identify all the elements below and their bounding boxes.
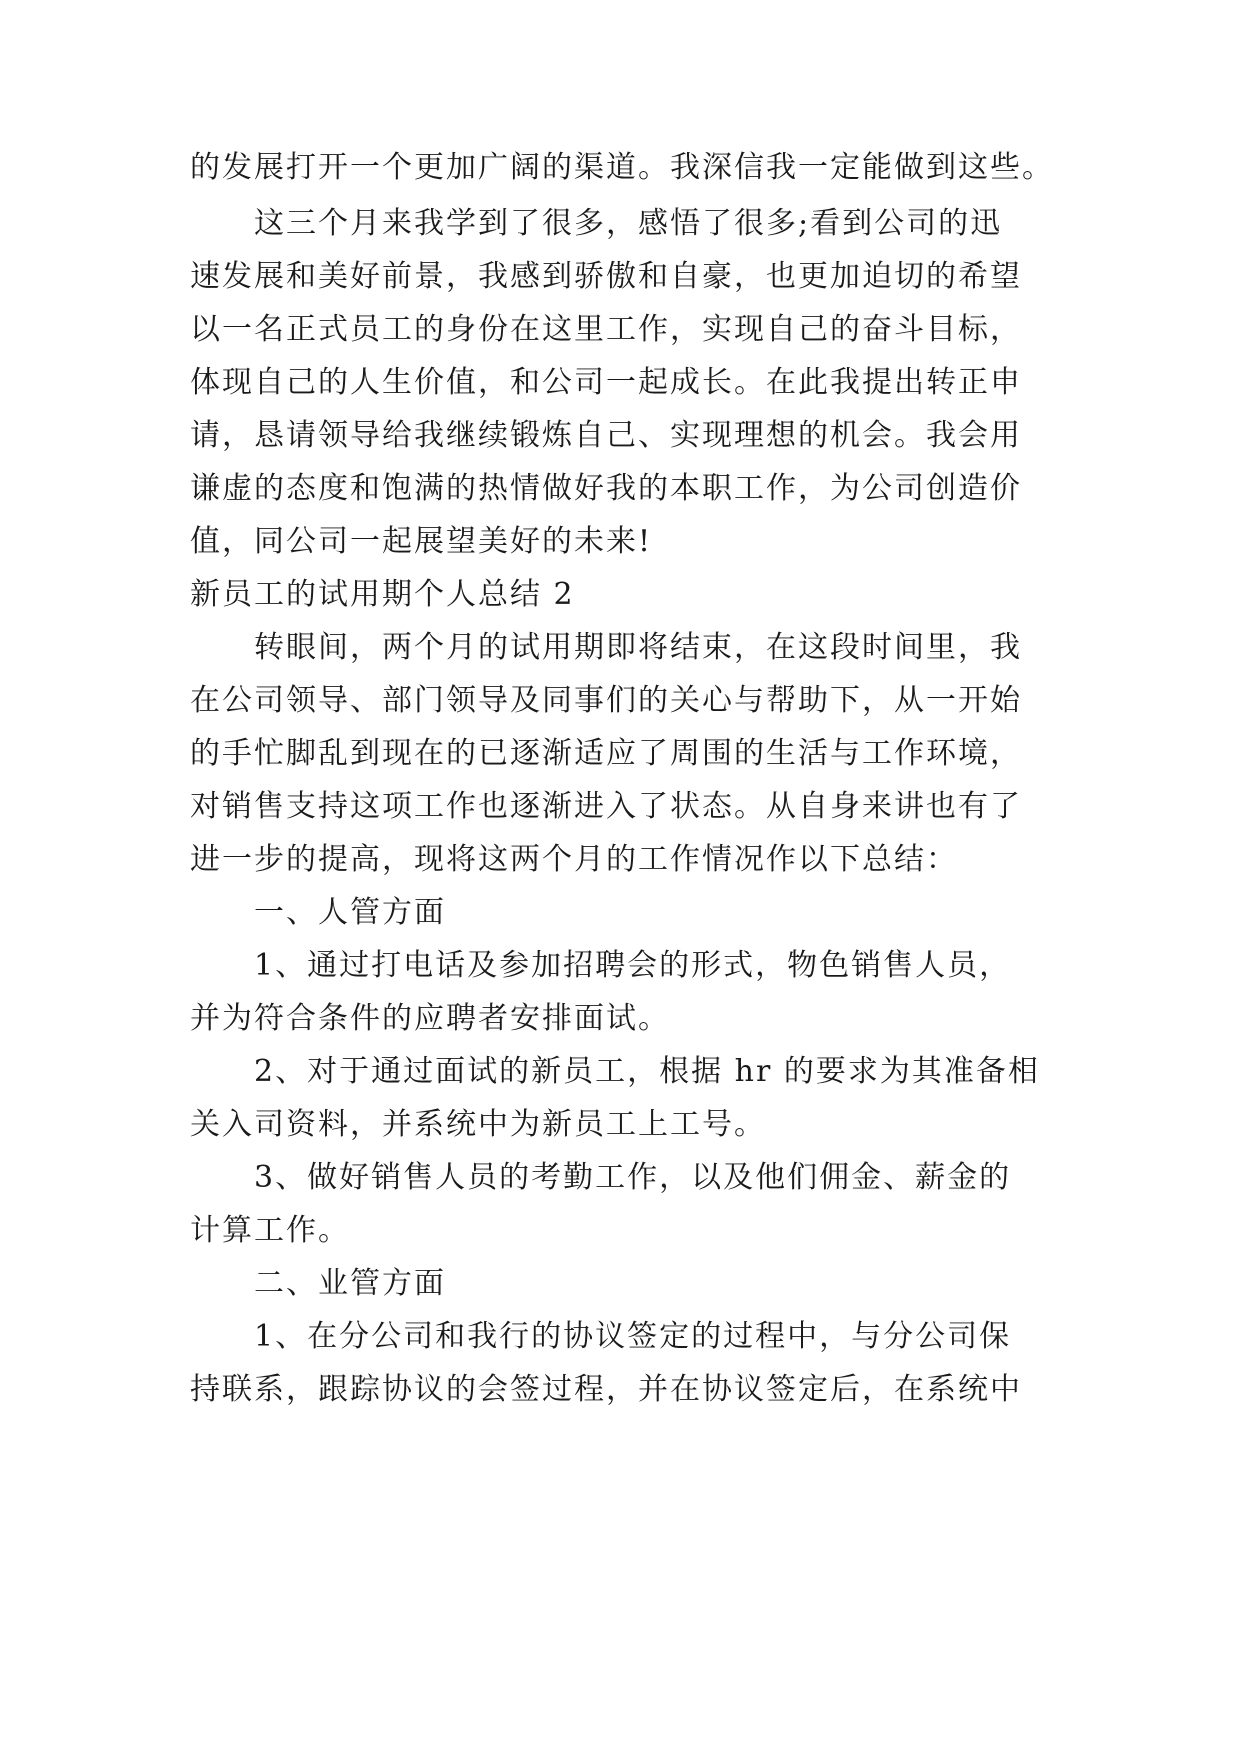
text-line: 值，同公司一起展望美好的未来! <box>190 524 653 559</box>
text-line: 对销售支持这项工作也逐渐进入了状态。从自身来讲也有了 <box>190 789 1022 824</box>
text-line: 并为符合条件的应聘者安排面试。 <box>190 1001 670 1036</box>
text-line: 1、通过打电话及参加招聘会的形式，物色销售人员， <box>254 948 1012 983</box>
text-line: 在公司领导、部门领导及同事们的关心与帮助下，从一开始 <box>190 683 1022 718</box>
text-line: 进一步的提高，现将这两个月的工作情况作以下总结： <box>190 842 958 877</box>
text-line: 体现自己的人生价值，和公司一起成长。在此我提出转正申 <box>190 365 1022 400</box>
subheading: 二、业管方面 <box>254 1266 446 1301</box>
section-heading: 新员工的试用期个人总结 2 <box>190 577 575 612</box>
text-line: 关入司资料，并系统中为新员工上工号。 <box>190 1107 766 1142</box>
subheading: 一、人管方面 <box>254 895 446 930</box>
text-line: 转眼间，两个月的试用期即将结束，在这段时间里，我 <box>254 630 1022 665</box>
text-line: 计算工作。 <box>190 1213 350 1248</box>
text-line: 谦虚的态度和饱满的热情做好我的本职工作，为公司创造价 <box>190 471 1022 506</box>
text-line: 2、对于通过面试的新员工，根据 hr 的要求为其准备相 <box>254 1054 1040 1089</box>
text-line: 的手忙脚乱到现在的已逐渐适应了周围的生活与工作环境， <box>190 736 1022 771</box>
text-line: 这三个月来我学到了很多，感悟了很多;看到公司的迅 <box>254 206 1003 241</box>
text-line: 请，恳请领导给我继续锻炼自己、实现理想的机会。我会用 <box>190 418 1022 453</box>
text-line: 3、做好销售人员的考勤工作，以及他们佣金、薪金的 <box>254 1160 1012 1195</box>
text-line: 1、在分公司和我行的协议签定的过程中，与分公司保 <box>254 1319 1012 1354</box>
text-line: 持联系，跟踪协议的会签过程，并在协议签定后，在系统中 <box>190 1372 1022 1407</box>
text-line: 以一名正式员工的身份在这里工作，实现自己的奋斗目标， <box>190 312 1022 347</box>
text-line: 速发展和美好前景，我感到骄傲和自豪，也更加迫切的希望 <box>190 259 1022 294</box>
text-line: 的发展打开一个更加广阔的渠道。我深信我一定能做到这些。 <box>190 150 1054 185</box>
